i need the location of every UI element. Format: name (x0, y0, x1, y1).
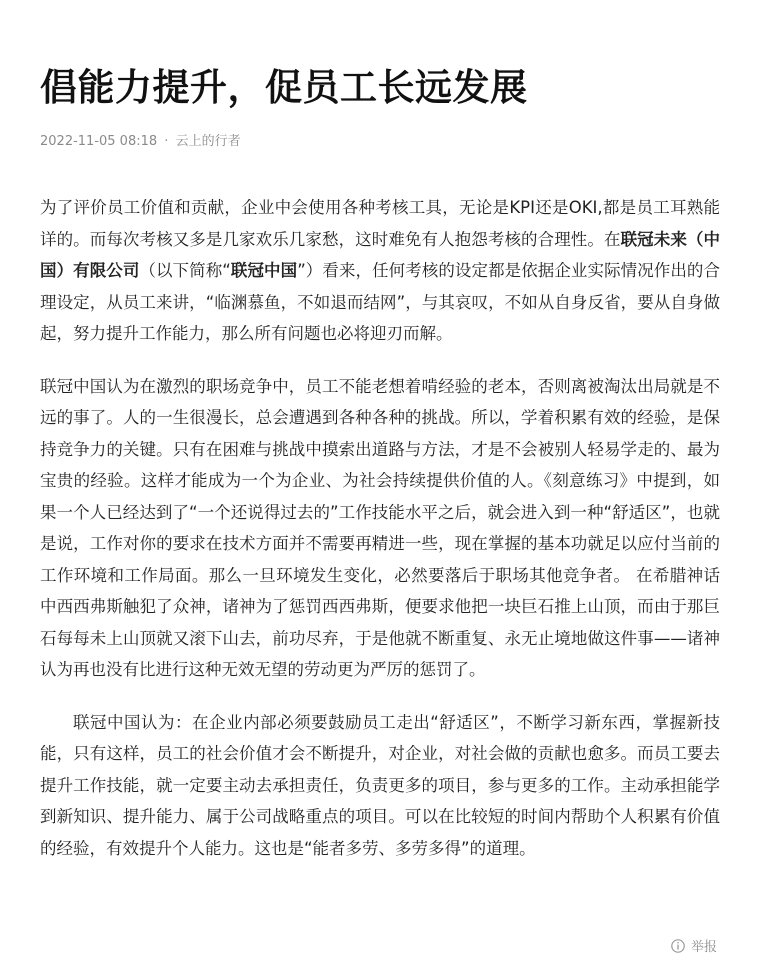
company-short-name-bold: 联冠中国 (230, 261, 298, 280)
publish-date: 2022-11-05 08:18 (40, 134, 158, 149)
author-name: 云上的行者 (175, 134, 241, 149)
paragraph-1-text-c: ”）看来，任何考核的设定都是依据企业实际情况作出的合理设定，从员工来讲，“临渊慕鱼，不如退而结网”，与其哀叹，不如从自身反省，要从自身做起，努力提升工作能力，那么所有问题也必将迎刃而解。 (40, 261, 720, 343)
paragraph-3: 联冠中国认为：在企业内部必须要鼓励员工走出“舒适区”，不断学习新东西，掌握新技能，只有这样，员工的社会价值才会不断提升，对企业，对社会做的贡献也愈多。而员工要去提升工作技能，就一定要主动去承担责任，负责更多的项目，参与更多的工作。主动承担能学到新知识、提升能力、属于公司战略重点的项目。可以在比较短的时间内帮助个人积累有价值的经验，有效提升个人能力。这也是“能者多劳、多劳多得”的道理。 (40, 712, 720, 858)
meta-separator: · (164, 134, 169, 149)
info-circle-icon (671, 939, 685, 953)
paragraph-1-text-b: （以下简称“ (139, 261, 231, 280)
article (40, 62, 720, 864)
paragraph-1-text-a: 为了评价员工价值和贡献，企业中会使用各种考核工具，无论是KPI还是OKI,都是员工耳熟能详的。而每次考核又多是几家欢乐几家愁，这时难免有人抱怨考核的合理性。在 (40, 198, 720, 249)
paragraph-2: 联冠中国认为在激烈的职场竞争中，员工不能老想着啃经验的老本，否则离被淘汰出局就是不远的事了。人的一生很漫长，总会遭遇到各种各种的挑战。所以，学着积累有效的经验，是保持竞争力的关键。只有在困难与挑战中摸索出道路与方法，才是不会被别人轻易学走的、最为宝贵的经验。这样才能成为一个为企业、为社会持续提供价值的人。《刻意练习》中提到，如果一个人已经达到了“一个还说得过去的”工作技能水平之后，就会进入到一种“舒适区”，也就是说，工作对你的要求在技术方面并不需要再精进一些，现在掌握的基本功就足以应付当前的工作环境和工作局面。那么一旦环境发生变化，必然要落后于职场其他竞争者。 在希腊神话中西西弗斯触犯了众神，诸神为了惩罚西西弗斯，便要求他把一块巨石推上山顶，而由于那巨石每每未上山顶就又滚下山去，前功尽弃，于是他就不断重复、永无止境地做这件事——诸神认为再也没有比进行这种无效无望的劳动更为严厉的惩罚了。 (40, 376, 720, 679)
article-title: 倡能力提升，促员工长远发展 (40, 66, 528, 109)
paragraph-1 (40, 192, 720, 350)
company-name-bold: 联冠未来（中国）有限公司 (40, 229, 721, 280)
article-meta (40, 132, 720, 152)
report-button[interactable] (671, 936, 717, 955)
report-label: 举报 (690, 940, 717, 955)
